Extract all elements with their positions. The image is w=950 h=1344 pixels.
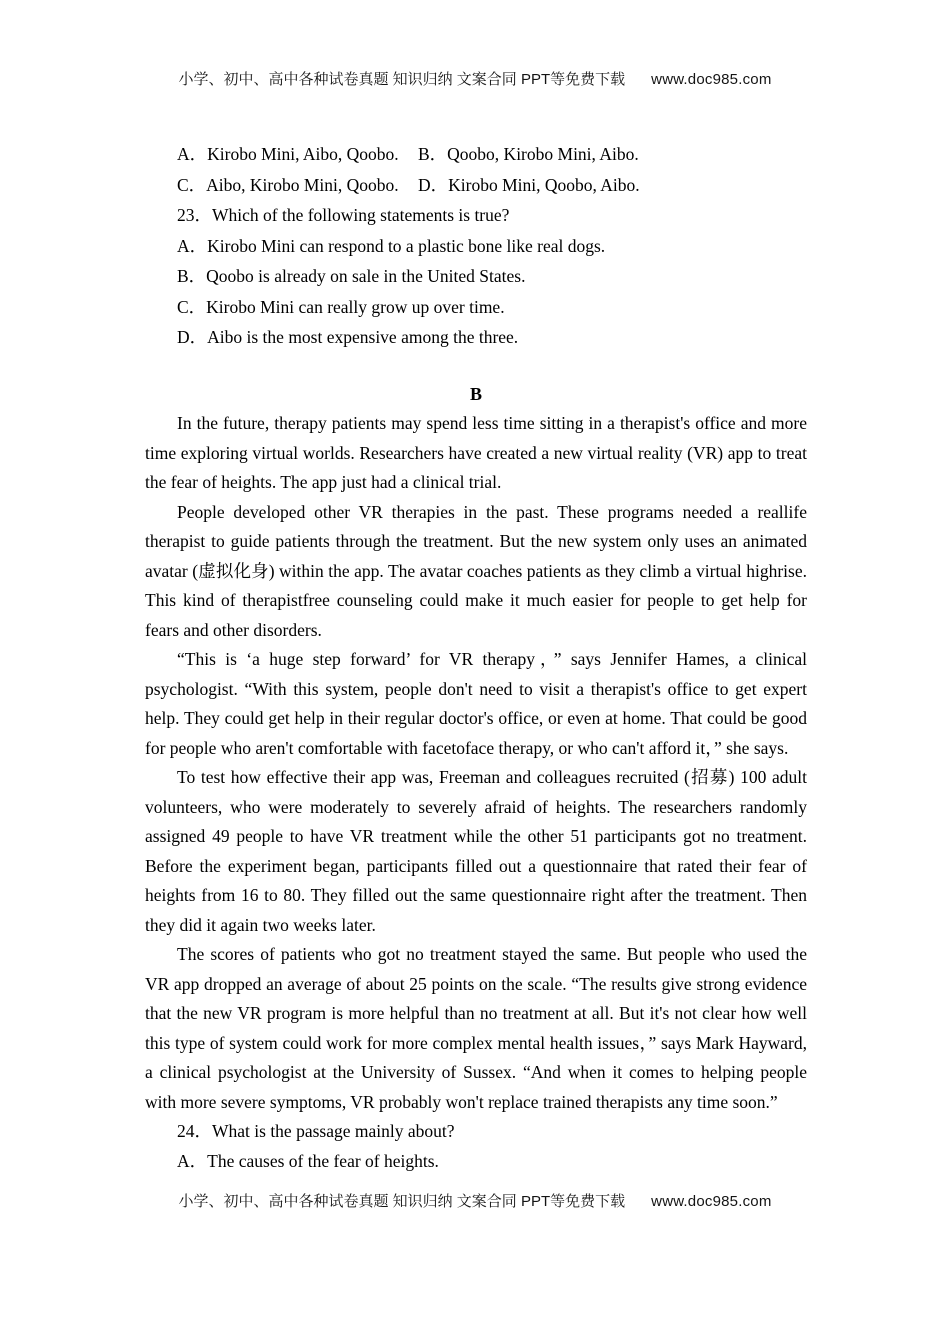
question-23-stem: 23．Which of the following statements is true? — [177, 205, 510, 225]
question-22-option-b: B．Qoobo, Kirobo Mini, Aibo. — [418, 144, 639, 164]
question-23-option-b: B．Qoobo is already on sale in the United States. — [177, 266, 526, 286]
question-24-stem: 24．What is the passage mainly about? — [177, 1121, 455, 1141]
page-footer — [0, 1190, 950, 1211]
question-22-options-row-2 — [145, 170, 807, 201]
question-23-option-a: A．Kirobo Mini can respond to a plastic bone like real dogs. — [177, 235, 606, 256]
passage-paragraph-3: “This is ‘a huge step forward’ for VR therapy，” says Jennifer Hames, a clinical psychologist. “With this system, people don't need to visit a therapist's office to get expert help. They could get help in their regular doctor's office, or even at home. That could be good for people who aren't comfortable with facetoface therapy, or who can't afford it，” she says. — [145, 649, 807, 758]
passage-paragraph-4: To test how effective their app was, Freeman and colleagues recruited (招募) 100 adult volunteers, who were moderately to severely afraid of heights. The researchers randomly assigned 49 people to have VR treatment while the other 51 participants got no treatment. Before the experiment began, participants filled out a questionnaire that rated their fear of heights from 16 to 80. They filled out the same questionnaire right after the treatment. Then they did it again two weeks later. — [145, 767, 807, 935]
passage-b-heading: B — [469, 383, 482, 404]
page-header — [0, 68, 950, 89]
header-site-url: www.doc985.com — [651, 71, 772, 88]
passage-paragraph-1: In the future, therapy patients may spend less time sitting in a therapist's office and more time exploring virtual worlds. Researchers have created a new virtual reality (VR) app to treat the fear of heights. The app just had a clinical trial. — [145, 413, 807, 492]
footer-site-url: www.doc985.com — [651, 1193, 772, 1210]
question-23-option-d: D．Aibo is the most expensive among the three. — [177, 327, 519, 347]
footer-promo-text: 小学、初中、高中各种试卷真题 知识归纳 文案合同 PPT等免费下载 — [178, 1193, 626, 1210]
question-23-option-c: C．Kirobo Mini can really grow up over time. — [177, 296, 505, 317]
question-22-option-c: C．Aibo, Kirobo Mini, Qoobo. — [177, 174, 399, 195]
passage-paragraph-2: People developed other VR therapies in the past. These programs needed a reallife therapist to guide patients through the treatment. But the new system only uses an animated avatar (虚拟化身) within the app. The avatar coaches patients as they climb a virtual highrise. This kind of therapistfree counseling could make it much easier for people to get help for fears and other disorders. — [145, 501, 807, 640]
question-22-options-row-1 — [145, 139, 807, 170]
passage-paragraph-5: The scores of patients who got no treatment stayed the same. But people who used the VR app dropped an average of about 25 points on the scale. “The results give strong evidence that the new VR program is more helpful than no treatment at all. But it's not clear how well this type of system could work for more complex mental health issues，” says Mark Hayward, a clinical psychologist at the University of Sussex. “And when it comes to helping people with more severe symptoms, VR probably won't replace trained therapists any time soon.” — [145, 944, 807, 1112]
document-content — [145, 139, 807, 1176]
question-22-option-d: D．Kirobo Mini, Qoobo, Aibo. — [418, 174, 640, 195]
question-22-option-a: A．Kirobo Mini, Aibo, Qoobo. — [177, 144, 399, 164]
header-promo-text: 小学、初中、高中各种试卷真题 知识归纳 文案合同 PPT等免费下载 — [178, 71, 626, 88]
question-24-option-a: A．The causes of the fear of heights. — [177, 1150, 439, 1171]
